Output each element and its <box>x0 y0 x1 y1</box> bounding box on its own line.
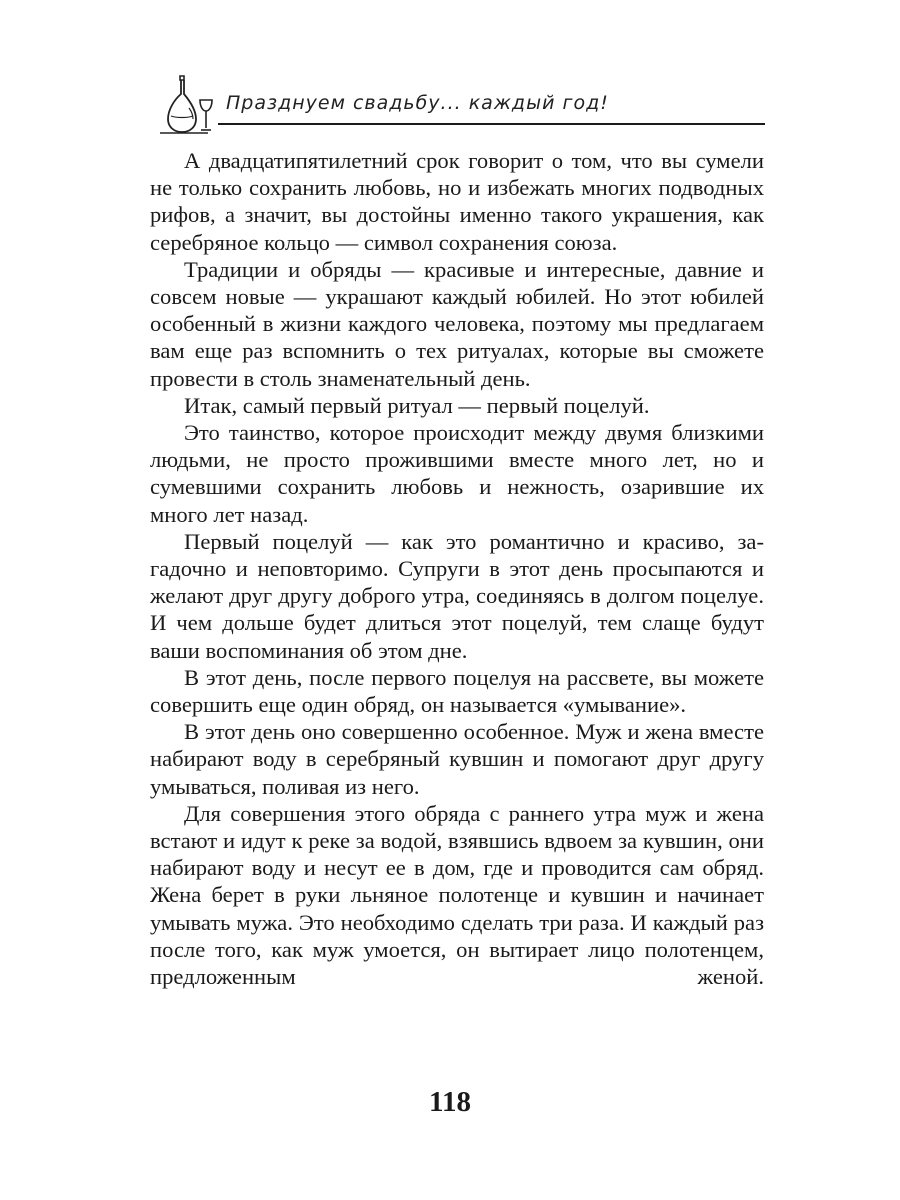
running-header-title: Празднуем свадьбу... каждый год! <box>226 92 609 114</box>
paragraph: Для совершения этого обряда с раннего утра муж и жена встают и идут к реке за водой, взявшись вдвоем за кувшин, они набирают воду и несут ее в дом, где и проводится сам обряд. Жена берет в руки льняное полотенце и кувшин и начинает умывать мужа. Это необходимо сделать три раза. И каждый раз после того, как муж умоется, он вытирает лицо полотенцем, предложенным женой. <box>150 800 764 990</box>
paragraph: А двадцатипятилетний срок говорит о том, что вы сумели не только сохранить любовь, но и избежать многих подводных рифов, а значит, вы достойны именно такого украшения, как серебряное кольцо — символ сохранения союза. <box>150 148 764 255</box>
paragraph: В этот день оно совершенно особенное. Муж и жена вместе набирают воду в серебряный кувшин и помогают друг другу умываться, поливая из него. <box>150 719 764 799</box>
header-divider <box>218 123 765 125</box>
paragraph: Это таинство, которое происходит между двумя близкими людьми, не просто прожившими вместе много лет, но и сумевшими сохранить любовь и нежность, озарившие их много лет назад. <box>150 420 764 527</box>
paragraph: Традиции и обряды — красивые и интересные, давние и совсем новые — украшают каждый юбилей. Но этот юбилей особенный в жизни каждого человека, поэтому мы предлагаем вам еще раз вспомнить о тех ритуалах, которые вы сможете провести в столь знаменательный день. <box>150 256 764 391</box>
running-header <box>150 70 765 136</box>
page-number: 118 <box>429 1086 471 1118</box>
paragraph: В этот день, после первого поцелуя на рассвете, вы можете совершить еще один обряд, он называется «умывание». <box>150 664 764 718</box>
paragraph: Первый поцелуй — как это романтично и красиво, загадочно и неповторимо. Супруги в этот день просыпаются и желают друг другу доброго утра, соединяясь в долгом поцелуе. И чем дольше будет длиться этот поцелуй, тем слаще будут ваши воспоминания об этом дне. <box>150 528 764 663</box>
glassware-icon <box>156 74 214 136</box>
body-text <box>150 147 764 990</box>
paragraph: Итак, самый первый ритуал — первый поцелуй. <box>184 392 650 418</box>
